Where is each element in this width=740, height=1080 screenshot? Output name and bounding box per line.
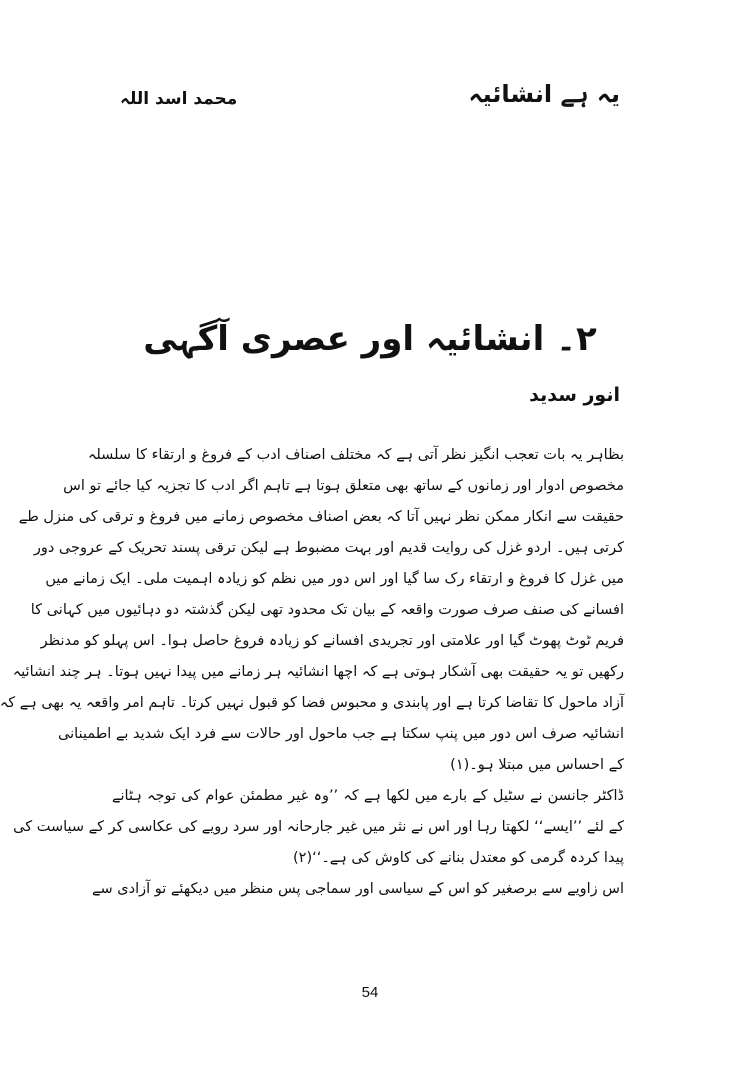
body-text (0, 440, 624, 905)
body-line: پیدا کردہ گرمی کو معتدل بنانے کی کاوش کی ہے۔‘‘(۲) (292, 850, 624, 866)
running-header-author: محمد اسد اللہ (120, 89, 238, 109)
body-line: انشائیہ صرف اس دور میں پنپ سکتا ہے جب ماحول اور حالات سے فرد ایک شدید بے اطمینانی (58, 726, 624, 742)
page-number: 54 (361, 984, 379, 1001)
body-line: کرتی ہیں۔ اردو غزل کی روایت قدیم اور بہت مضبوط ہے لیکن ترقی پسند تحریک کے عروجی دور (33, 540, 624, 556)
body-line: مخصوص ادوار اور زمانوں کے ساتھ بھی متعلق ہوتا ہے تاہم اگر ادب کا تجزیہ کیا جائے تو اس (63, 478, 624, 494)
body-line: میں غزل کا فروغ و ارتقاء رک سا گیا اور اس دور میں نظم کو زیادہ اہمیت ملی۔ ایک زمانے میں (45, 571, 624, 587)
body-line: افسانے کی صنف صرف صورت واقعہ کے بیان تک محدود تھی لیکن گذشتہ دو دہائیوں میں کہانی کا (30, 602, 624, 618)
body-line: آزاد ماحول کا تقاضا کرتا ہے اور پابندی و محبوس فضا کو قبول نہیں کرتا۔ تاہم امر واقعہ یہ بھی ہے کہ (0, 695, 624, 711)
running-header-title: یہ ہے انشائیہ (468, 80, 620, 108)
chapter-title: ۲۔ انشائیہ اور عصری آگہی (143, 319, 597, 359)
body-line: رکھیں تو یہ حقیقت بھی آشکار ہوتی ہے کہ اچھا انشائیہ ہر زمانے میں پیدا نہیں ہوتا۔ ہر چند انشائیہ (12, 664, 624, 680)
body-line: اس زاویے سے برصغیر کو اس کے سیاسی اور سماجی پس منظر میں دیکھئے تو آزادی سے (92, 881, 624, 897)
body-line: فریم ٹوٹ پھوٹ گیا اور علامتی اور تجریدی افسانے کو زیادہ فروغ حاصل ہوا۔ اس پہلو کو مدنظر (40, 633, 624, 649)
body-line: بظاہر یہ بات تعجب انگیز نظر آتی ہے کہ مختلف اصناف ادب کے فروغ و ارتقاء کا سلسلہ (87, 447, 624, 463)
chapter-author: انور سدید (529, 384, 620, 406)
body-line: کے لئے ’’ایسے‘‘ لکھتا رہا اور اس نے نثر میں غیر جارحانہ اور سرد رویے کی عکاسی کر کے سیاست کی (13, 819, 624, 835)
body-line: حقیقت سے انکار ممکن نظر نہیں آتا کہ بعض اصناف مخصوص زمانے میں فروغ و ترقی کی منزل طے (18, 509, 624, 525)
body-line: کے احساس میں مبتلا ہو۔(۱) (450, 757, 624, 773)
body-line: ڈاکٹر جانسن نے سٹیل کے بارے میں لکھا ہے کہ ’’وہ غیر مطمئن عوام کی توجہ ہٹانے (112, 788, 624, 804)
